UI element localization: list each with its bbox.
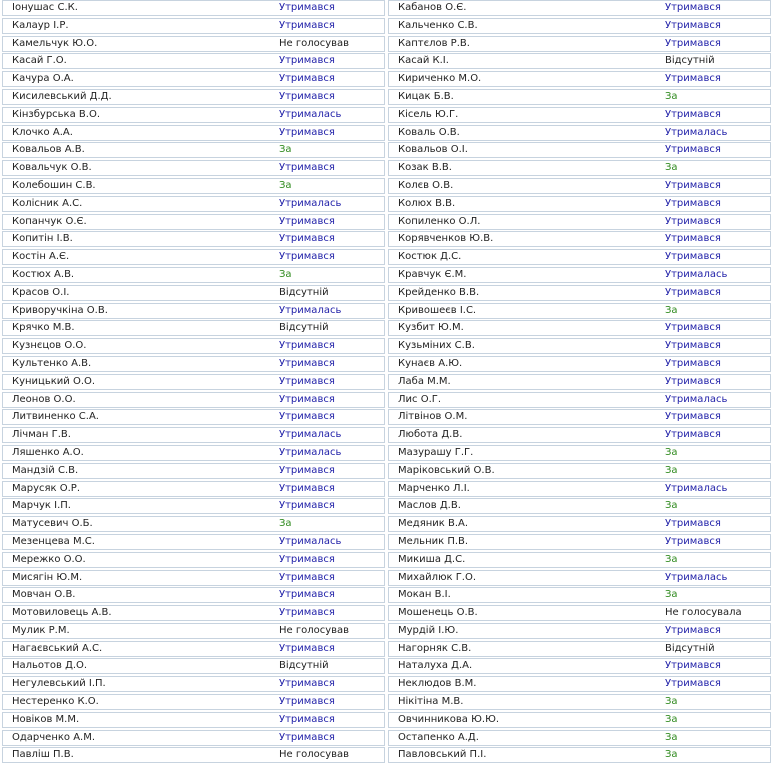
deputy-vote-row [2, 747, 385, 763]
deputy-name: Куницький О.О. [12, 375, 96, 387]
deputy-vote-row [388, 481, 771, 497]
deputy-vote-row [2, 374, 385, 390]
deputy-name: Мовчан О.В. [12, 589, 76, 601]
deputy-vote-row [2, 160, 385, 176]
vote-result: За [665, 304, 678, 316]
deputy-vote-row [2, 303, 385, 319]
vote-result: Утримався [665, 2, 721, 13]
deputy-name: Мельник П.В. [398, 535, 469, 547]
deputy-name: Костюк Д.С. [398, 251, 462, 263]
deputy-vote-row [2, 587, 385, 603]
deputy-vote-row [388, 71, 771, 87]
deputy-name: Ковальчук О.В. [12, 162, 92, 174]
vote-result: Утримався [665, 340, 721, 352]
deputy-vote-row [2, 0, 385, 16]
deputy-name: Мисягін Ю.М. [12, 571, 83, 583]
deputy-name: Медяник В.А. [398, 518, 469, 530]
deputy-name: Мурдій І.Ю. [398, 624, 459, 636]
deputy-name: Наталуха Д.А. [398, 660, 473, 672]
deputy-name: Літвінов О.М. [398, 411, 468, 423]
deputy-name: Клочко А.А. [12, 126, 73, 138]
vote-result: За [665, 500, 678, 512]
deputy-vote-row [388, 658, 771, 674]
deputy-vote-row [2, 730, 385, 746]
deputy-name: Крячко М.В. [12, 322, 75, 334]
vote-result: Утримався [279, 678, 335, 690]
deputy-name: Любота Д.В. [398, 429, 463, 441]
vote-result: Утримався [665, 678, 721, 690]
deputy-vote-row [2, 178, 385, 194]
deputy-vote-row [388, 552, 771, 568]
vote-result: За [665, 90, 678, 102]
vote-result: Утримався [279, 482, 335, 494]
deputy-vote-row [388, 142, 771, 158]
deputy-name: Павліш П.В. [12, 749, 74, 761]
deputy-vote-row [388, 374, 771, 390]
vote-result: За [279, 179, 292, 191]
deputy-vote-row [388, 730, 771, 746]
vote-result: Не голосував [279, 749, 350, 761]
deputy-vote-row [2, 196, 385, 212]
vote-result: Утримався [665, 197, 721, 209]
vote-result: Утримався [279, 553, 335, 565]
deputy-name: Іонушас С.К. [12, 2, 78, 13]
vote-result: Не голосувала [665, 607, 742, 619]
deputy-vote-row [388, 463, 771, 479]
deputy-name: Микиша Д.С. [398, 553, 466, 565]
deputy-name: Калаур І.Р. [12, 19, 69, 31]
deputy-name: Маслов Д.В. [398, 500, 461, 512]
deputy-vote-row [2, 53, 385, 69]
deputy-name: Кабанов О.Є. [398, 2, 467, 13]
deputy-vote-row [2, 267, 385, 283]
deputy-vote-row [388, 53, 771, 69]
vote-result: Утримався [665, 144, 721, 156]
vote-result: Утримався [279, 607, 335, 619]
vote-result: За [665, 589, 678, 601]
vote-result: Утримався [279, 126, 335, 138]
deputy-name: Марчук І.П. [12, 500, 71, 512]
right-column [388, 0, 771, 765]
deputy-vote-row [2, 409, 385, 425]
deputy-name: Нагорняк С.В. [398, 642, 472, 654]
deputy-name: Копиленко О.Л. [398, 215, 481, 227]
deputy-name: Мазурашу Г.Г. [398, 446, 474, 458]
deputy-vote-row [388, 676, 771, 692]
deputy-vote-row [388, 249, 771, 265]
vote-result: Утрималась [665, 482, 728, 494]
deputy-vote-row [2, 89, 385, 105]
deputy-vote-row [2, 694, 385, 710]
deputy-vote-row [388, 409, 771, 425]
vote-result: Утримався [665, 215, 721, 227]
deputy-name: Лис О.Г. [398, 393, 442, 405]
deputy-name: Нікітіна М.В. [398, 696, 464, 708]
vote-result: Утрималась [279, 197, 342, 209]
vote-result: Утримався [279, 251, 335, 263]
deputy-name: Нальотов Д.О. [12, 660, 88, 672]
deputy-vote-row [2, 214, 385, 230]
deputy-vote-row [388, 570, 771, 586]
deputy-vote-row [2, 552, 385, 568]
deputy-name: Мокан В.І. [398, 589, 451, 601]
vote-result: Утримався [279, 731, 335, 743]
deputy-vote-row [388, 623, 771, 639]
deputy-vote-row [2, 338, 385, 354]
deputy-vote-row [2, 18, 385, 34]
deputy-name: Копанчук О.Є. [12, 215, 87, 227]
vote-result: Утрималась [665, 126, 728, 138]
deputy-vote-row [388, 125, 771, 141]
deputy-name: Новіков М.М. [12, 713, 80, 725]
deputy-name: Кісель Ю.Г. [398, 108, 459, 120]
deputy-vote-row [2, 676, 385, 692]
deputy-vote-row [388, 36, 771, 52]
deputy-name: Нестеренко К.О. [12, 696, 99, 708]
deputy-vote-row [2, 498, 385, 514]
vote-result: Відсутній [279, 286, 329, 298]
deputy-vote-row [2, 285, 385, 301]
deputy-name: Колюх В.В. [398, 197, 456, 209]
deputy-vote-row [388, 267, 771, 283]
deputy-name: Каптєлов Р.В. [398, 37, 470, 49]
deputy-vote-row [388, 107, 771, 123]
deputy-vote-row [2, 481, 385, 497]
vote-result: Утримався [279, 375, 335, 387]
deputy-name: Мезенцева М.С. [12, 535, 95, 547]
deputy-name: Неклюдов В.М. [398, 678, 477, 690]
vote-result: Утримався [279, 642, 335, 654]
vote-result: Утримався [665, 179, 721, 191]
deputy-name: Козак В.В. [398, 162, 452, 174]
deputy-name: Мережко О.О. [12, 553, 86, 565]
left-column [2, 0, 385, 765]
deputy-name: Мошенець О.В. [398, 607, 478, 619]
deputy-vote-row [388, 0, 771, 16]
deputy-vote-row [388, 196, 771, 212]
vote-result: Утримався [279, 411, 335, 423]
vote-result: Утримався [279, 340, 335, 352]
deputy-vote-row [388, 214, 771, 230]
deputy-name: Кириченко М.О. [398, 73, 482, 85]
vote-result: Не голосував [279, 37, 350, 49]
vote-result: Утримався [665, 286, 721, 298]
vote-result: Утримався [279, 589, 335, 601]
deputy-name: Колебошин С.В. [12, 179, 96, 191]
deputy-name: Кунаєв А.Ю. [398, 357, 463, 369]
vote-result: Утримався [279, 696, 335, 708]
deputy-name: Лічман Г.В. [12, 429, 71, 441]
deputy-vote-row [2, 534, 385, 550]
deputy-name: Кисилевський Д.Д. [12, 90, 112, 102]
vote-result: Утримався [665, 108, 721, 120]
deputy-name: Касай Г.О. [12, 55, 67, 67]
deputy-name: Мотовиловець А.В. [12, 607, 112, 619]
deputy-vote-row [388, 18, 771, 34]
vote-result: Утримався [665, 37, 721, 49]
vote-result: За [279, 518, 292, 530]
vote-result: Утримався [279, 162, 335, 174]
vote-result: Утримався [665, 322, 721, 334]
deputy-name: Негулевський І.П. [12, 678, 106, 690]
deputy-name: Михайлюк Г.О. [398, 571, 477, 583]
deputy-vote-row [388, 320, 771, 336]
deputy-name: Коваль О.В. [398, 126, 460, 138]
vote-result: Утримався [665, 375, 721, 387]
vote-result: Утрималась [665, 393, 728, 405]
deputy-name: Кальченко С.В. [398, 19, 478, 31]
vote-result: Утримався [279, 2, 335, 13]
vote-result: Утримався [665, 535, 721, 547]
deputy-name: Кінзбурська В.О. [12, 108, 100, 120]
deputy-vote-row [2, 320, 385, 336]
deputy-vote-row [2, 356, 385, 372]
deputy-vote-row [388, 356, 771, 372]
vote-result: Відсутній [665, 642, 715, 654]
deputy-vote-row [388, 498, 771, 514]
deputy-name: Костін А.Є. [12, 251, 70, 263]
vote-result: Відсутній [665, 55, 715, 67]
deputy-vote-row [388, 160, 771, 176]
deputy-name: Кузьміних С.В. [398, 340, 475, 352]
deputy-vote-row [388, 178, 771, 194]
deputy-vote-row [2, 142, 385, 158]
deputy-name: Копитін І.В. [12, 233, 73, 245]
vote-result: За [665, 464, 678, 476]
deputy-vote-row [388, 747, 771, 763]
deputy-name: Крейденко В.В. [398, 286, 480, 298]
deputy-vote-row [2, 107, 385, 123]
deputy-vote-row [2, 71, 385, 87]
deputy-name: Лаба М.М. [398, 375, 451, 387]
deputy-name: Кравчук Є.М. [398, 268, 467, 280]
vote-result: Утримався [279, 90, 335, 102]
vote-result: Відсутній [279, 322, 329, 334]
deputy-name: Павловський П.І. [398, 749, 487, 761]
deputy-name: Ковальов А.В. [12, 144, 85, 156]
deputy-name: Марченко Л.І. [398, 482, 470, 494]
deputy-vote-row [2, 36, 385, 52]
vote-result: Утрималась [279, 304, 342, 316]
deputy-name: Мулик Р.М. [12, 624, 70, 636]
deputy-name: Кузбит Ю.М. [398, 322, 464, 334]
deputy-name: Маріковський О.В. [398, 464, 495, 476]
deputy-name: Качура О.А. [12, 73, 74, 85]
vote-result: За [665, 731, 678, 743]
deputy-name: Одарченко А.М. [12, 731, 96, 743]
deputy-name: Кицак Б.В. [398, 90, 454, 102]
deputy-name: Кузнєцов О.О. [12, 340, 87, 352]
deputy-vote-row [2, 605, 385, 621]
deputy-vote-row [388, 694, 771, 710]
deputy-vote-row [2, 427, 385, 443]
deputy-vote-row [388, 712, 771, 728]
deputy-vote-row [388, 285, 771, 301]
deputy-vote-row [388, 231, 771, 247]
deputy-vote-row [2, 712, 385, 728]
deputy-name: Красов О.І. [12, 286, 70, 298]
deputy-vote-row [2, 658, 385, 674]
deputy-vote-row [388, 516, 771, 532]
vote-result: За [665, 553, 678, 565]
deputy-name: Криворучкіна О.В. [12, 304, 108, 316]
deputy-vote-row [2, 125, 385, 141]
deputy-vote-row [2, 249, 385, 265]
vote-result: За [279, 268, 292, 280]
deputy-name: Корявченков Ю.В. [398, 233, 494, 245]
deputy-name: Камельчук Ю.О. [12, 37, 98, 49]
deputy-vote-row [2, 445, 385, 461]
deputy-name: Касай К.І. [398, 55, 449, 67]
deputy-vote-row [2, 231, 385, 247]
deputy-name: Овчинникова Ю.Ю. [398, 713, 500, 725]
vote-result: Утримався [279, 464, 335, 476]
vote-result: Утримався [279, 215, 335, 227]
vote-result: Утримався [279, 19, 335, 31]
vote-result: Утримався [665, 251, 721, 263]
vote-result: Утрималась [279, 108, 342, 120]
deputy-vote-row [388, 89, 771, 105]
deputy-name: Колісник А.С. [12, 197, 83, 209]
vote-result: Утримався [665, 429, 721, 441]
vote-result: Утримався [665, 19, 721, 31]
vote-result: Утримався [279, 571, 335, 583]
deputy-vote-row [388, 338, 771, 354]
deputy-vote-row [388, 303, 771, 319]
vote-result: За [665, 749, 678, 761]
vote-result: Утримався [279, 357, 335, 369]
deputy-name: Кривошеєв І.С. [398, 304, 477, 316]
deputy-vote-row [2, 570, 385, 586]
vote-result: Утримався [665, 660, 721, 672]
deputy-vote-row [388, 427, 771, 443]
deputy-vote-row [2, 463, 385, 479]
vote-result: За [665, 696, 678, 708]
deputy-name: Колєв О.В. [398, 179, 454, 191]
deputy-name: Остапенко А.Д. [398, 731, 479, 743]
deputy-vote-row [388, 392, 771, 408]
deputy-vote-row [388, 445, 771, 461]
vote-result: Утримався [665, 518, 721, 530]
vote-result: За [279, 144, 292, 156]
vote-result: Утримався [279, 73, 335, 85]
vote-result: За [665, 162, 678, 174]
deputy-name: Мандзій С.В. [12, 464, 79, 476]
deputy-vote-row [388, 605, 771, 621]
deputy-name: Ковальов О.І. [398, 144, 468, 156]
vote-result: За [665, 713, 678, 725]
deputy-name: Матусевич О.Б. [12, 518, 93, 530]
vote-result: Утримався [279, 393, 335, 405]
vote-result: Утримався [665, 624, 721, 636]
vote-result: Утримався [665, 233, 721, 245]
vote-result: Утримався [665, 411, 721, 423]
deputy-vote-row [2, 623, 385, 639]
vote-result: Утрималась [279, 429, 342, 441]
deputy-vote-row [388, 641, 771, 657]
deputy-name: Ляшенко А.О. [12, 446, 84, 458]
vote-result: Утрималась [279, 446, 342, 458]
vote-result: Утримався [279, 55, 335, 67]
deputy-name: Леонов О.О. [12, 393, 76, 405]
deputy-vote-row [2, 392, 385, 408]
vote-result: Утримався [279, 713, 335, 725]
vote-result: Утрималась [279, 535, 342, 547]
vote-result: Утримався [279, 233, 335, 245]
vote-result: Утрималась [665, 268, 728, 280]
vote-result: Утрималась [665, 571, 728, 583]
vote-result: Утримався [665, 73, 721, 85]
deputy-name: Костюх А.В. [12, 268, 75, 280]
vote-result: Утримався [665, 357, 721, 369]
deputy-name: Литвиненко С.А. [12, 411, 99, 423]
deputy-name: Марусяк О.Р. [12, 482, 81, 494]
vote-result: Не голосував [279, 624, 350, 636]
deputy-vote-row [2, 516, 385, 532]
deputy-vote-row [2, 641, 385, 657]
vote-result: Утримався [279, 500, 335, 512]
deputy-vote-row [388, 534, 771, 550]
deputy-vote-row [388, 587, 771, 603]
deputy-name: Нагаєвський А.С. [12, 642, 103, 654]
deputy-name: Культенко А.В. [12, 357, 92, 369]
vote-result: Відсутній [279, 660, 329, 672]
vote-result: За [665, 446, 678, 458]
